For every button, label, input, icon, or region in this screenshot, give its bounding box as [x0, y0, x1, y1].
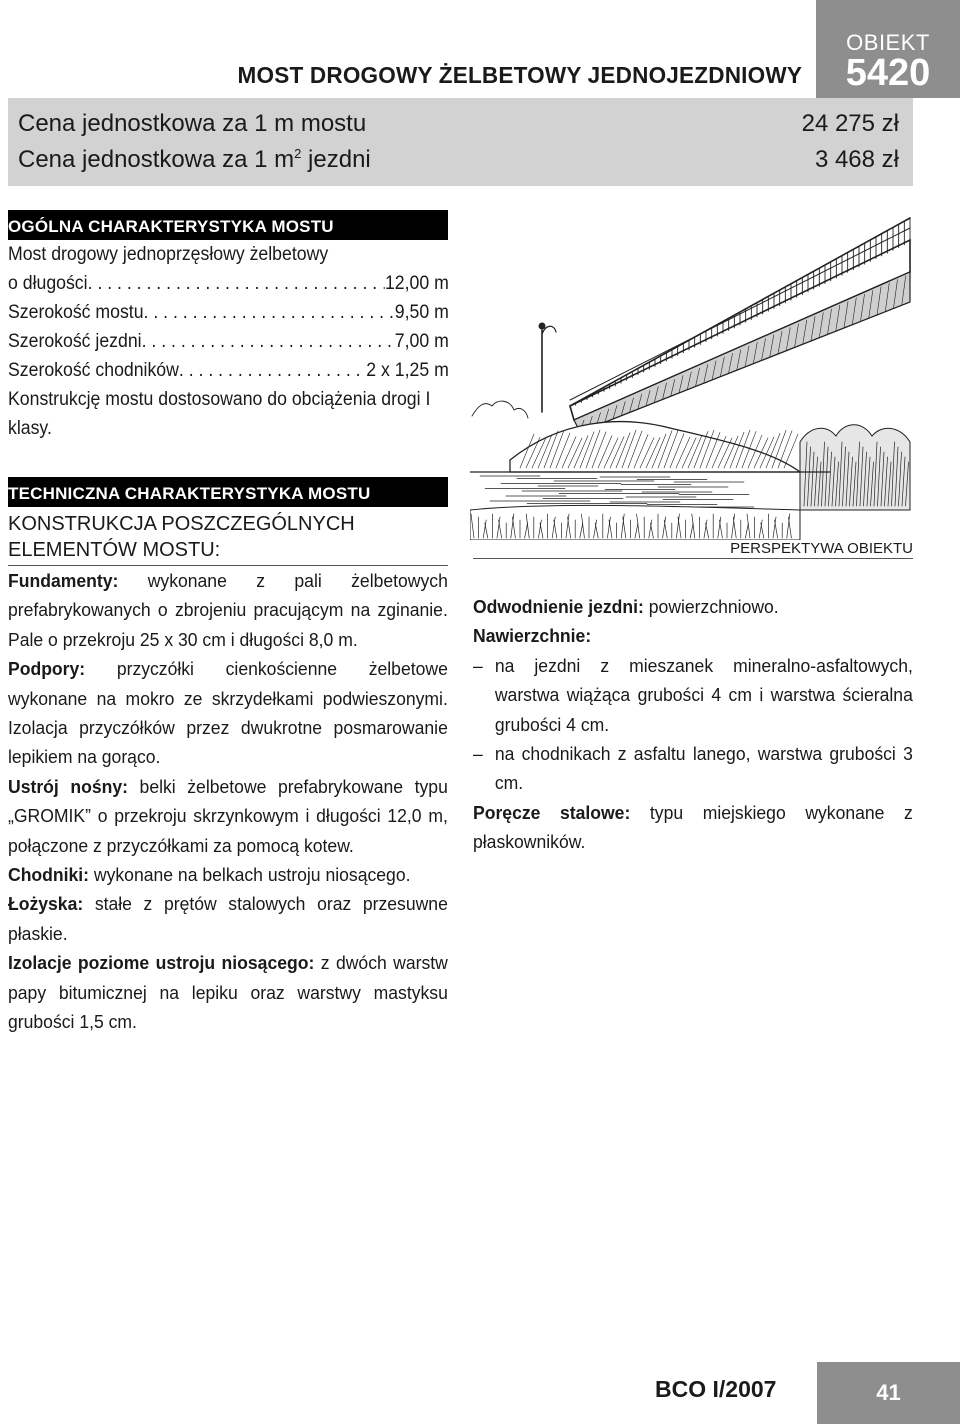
sidewalks-paragraph	[8, 860, 448, 889]
railings-label: Poręcze stalowe:	[473, 801, 631, 823]
bridge-width-value: 9,50 m	[394, 302, 449, 323]
railings-text: typu miejskiego wykonane z płaskowników.	[473, 801, 913, 853]
dot-leader	[179, 356, 366, 385]
technical-body	[8, 566, 448, 1037]
dash-bullet: –	[473, 743, 483, 765]
technical-heading: TECHNICZNA CHARAKTERYSTYKA MOSTU	[8, 477, 448, 507]
drainage-label: Odwodnienie jezdni:	[473, 596, 644, 617]
technical-subheading: KONSTRUKCJA POSZCZEGÓLNYCH ELEMENTÓW MOSTU:	[8, 507, 448, 566]
object-number-box	[816, 0, 960, 98]
supports-paragraph	[8, 654, 448, 772]
bridge-width-label: Szerokość mostu	[8, 302, 144, 323]
bearings-label: Łożyska:	[8, 893, 84, 915]
foundations-paragraph	[8, 566, 448, 654]
surface-item-sidewalks-text: na chodnikach z asfaltu lanego, warstwa grubości 3 cm.	[494, 743, 913, 794]
object-number: 5420	[845, 52, 931, 94]
sidewalk-width-row	[8, 356, 449, 385]
price-value-per-meter: 24 275 zł	[801, 110, 899, 137]
insulation-label: Izolacje poziome ustroju niosącego:	[8, 952, 315, 974]
general-characteristics	[8, 240, 449, 443]
dot-leader	[144, 298, 395, 327]
surface-item-sidewalks	[473, 739, 913, 798]
dash-bullet: –	[473, 654, 483, 676]
supports-text: przyczółki cienkościenne żelbetowe wykonane na mokro ze skrzydełkami podwieszonymi. Izolacja przyczółków przez dwukrotne posmarowanie lepikiem na gorąco.	[8, 658, 448, 768]
sidewalks-label: Chodniki:	[8, 864, 90, 886]
image-caption: PERSPEKTYWA OBIEKTU	[473, 540, 913, 559]
sidewalk-width-label: Szerokość chodników	[8, 360, 179, 381]
page-number: 41	[876, 1380, 901, 1405]
right-column	[473, 592, 913, 857]
railings-paragraph	[473, 798, 913, 857]
superstructure-text: belki żelbetowe prefabrykowane typu „GROMIK” o przekroju skrzynkowym i długości 12,0 m, połączone z przyczółkami za pomocą kotew.	[8, 775, 448, 856]
left-column	[8, 210, 448, 1037]
price-label-text: Cena jednostkowa za 1 m	[18, 146, 295, 173]
length-row	[8, 269, 449, 298]
bridge-perspective-sketch	[470, 210, 914, 540]
insulation-text: z dwóch warstw papy bitumicznej na lepiku oraz warstwy mastyksu grubości 1,5 cm.	[8, 952, 448, 1033]
superstructure-label: Ustrój nośny:	[8, 775, 128, 797]
page-title: MOST DROGOWY ŻELBETOWY JEDNOJEZDNIOWY	[237, 62, 802, 88]
foundations-label: Fundamenty:	[8, 570, 119, 591]
superscript-2: 2	[294, 146, 302, 161]
load-class-note: Konstrukcję mostu dostosowano do obciążenia drogi I klasy.	[8, 389, 431, 439]
price-row-per-square-meter	[18, 146, 899, 174]
publication-label: BCO I/2007	[655, 1376, 777, 1402]
object-label: OBIEKT	[846, 30, 930, 55]
insulation-paragraph	[8, 948, 448, 1036]
roadway-width-value: 7,00 m	[394, 331, 449, 352]
bearings-text: stałe z prętów stalowych oraz przesuwne płaskie.	[8, 893, 448, 944]
bridge-width-row	[8, 298, 449, 327]
price-label-per-square-meter	[18, 146, 371, 173]
price-label-per-meter: Cena jednostkowa za 1 m mostu	[18, 110, 367, 137]
surfaces-label: Nawierzchnie:	[473, 625, 592, 647]
superstructure-paragraph	[8, 772, 448, 860]
length-value: 12,00 m	[384, 273, 449, 294]
price-value-per-square-meter: 3 468 zł	[814, 146, 899, 173]
right-column-text	[473, 592, 913, 857]
price-box	[8, 98, 913, 186]
length-label: o długości	[8, 273, 88, 294]
general-heading: OGÓLNA CHARAKTERYSTYKA MOSTU	[8, 210, 448, 240]
roadway-width-row	[8, 327, 449, 356]
roadway-width-label: Szerokość jezdni	[8, 331, 142, 352]
sidewalks-text: wykonane na belkach ustroju niosącego.	[89, 864, 411, 886]
price-label-suffix: jezdni	[301, 146, 371, 173]
general-line: Most drogowy jednoprzęsłowy żelbetowy	[8, 244, 329, 265]
foundations-text: wykonane z pali żelbetowych prefabrykowanych o zbrojeniu pracującym na zginanie. Pale o przekroju 25 x 30 cm i długości 8,0 m.	[8, 570, 448, 650]
dot-leader	[142, 327, 395, 356]
surface-item-roadway-text: na jezdni z mieszanek mineralno-asfaltowych, warstwa wiążąca grubości 4 cm i warstwa ścieralna grubości 4 cm.	[494, 654, 913, 735]
page-number-box	[817, 1362, 960, 1424]
drainage-text: powierzchniowo.	[643, 596, 779, 617]
bearings-paragraph	[8, 889, 448, 948]
surface-item-roadway	[473, 651, 913, 739]
price-row-per-meter	[18, 110, 899, 138]
supports-label: Podpory:	[8, 658, 86, 680]
drainage-paragraph	[473, 592, 913, 621]
dot-leader	[88, 269, 385, 298]
sidewalk-width-value: 2 x 1,25 m	[366, 360, 449, 381]
